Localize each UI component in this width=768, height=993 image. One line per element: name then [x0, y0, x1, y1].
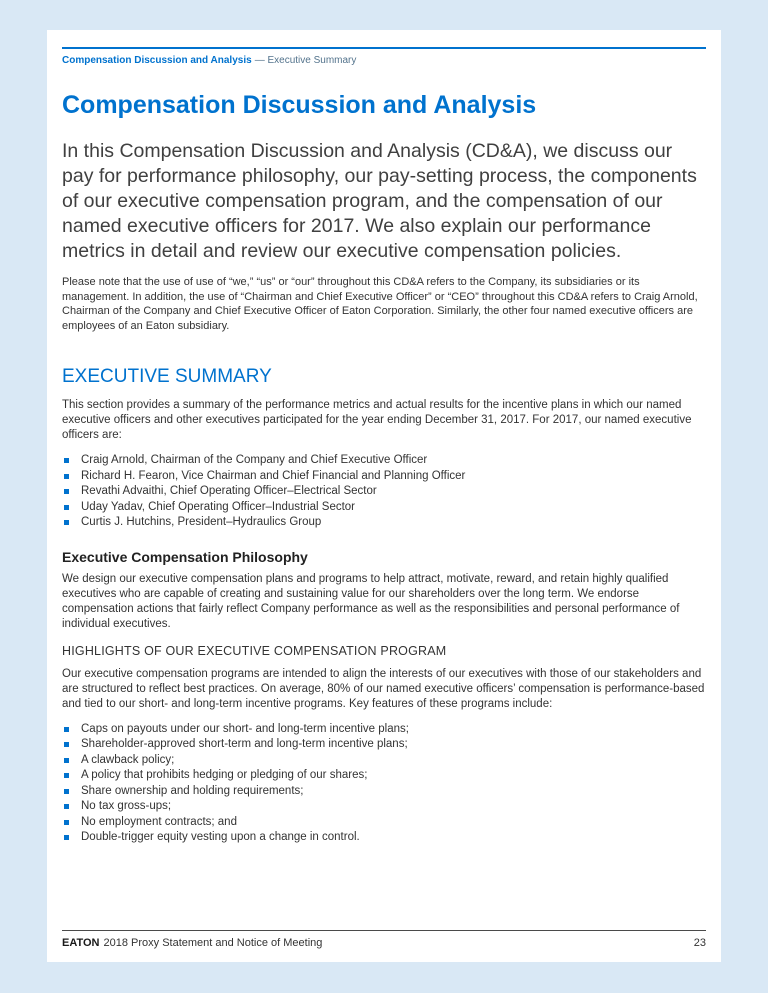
bullet-square-icon: [64, 820, 69, 825]
bullet-square-icon: [64, 835, 69, 840]
section-heading-executive-summary: EXECUTIVE SUMMARY: [62, 366, 272, 388]
bullet-square-icon: [64, 742, 69, 747]
list-item: [62, 753, 706, 769]
highlight-text: A clawback policy;: [81, 753, 175, 766]
subheading-highlights: HIGHLIGHTS OF OUR EXECUTIVE COMPENSATION PROGRAM: [62, 643, 447, 658]
officer-name: Uday Yadav, Chief Operating Officer–Industrial Sector: [81, 500, 356, 513]
philosophy-paragraph: We design our executive compensation plans and programs to help attract, motivate, reward, and retain highly qualified executives who are capable of creating and sustaining value for our shareholders over the long term. We endorse compensation actions that fairly reflect Company performance as well as the responsibilities and personal performance of individual executives.: [62, 572, 680, 630]
bullet-square-icon: [64, 758, 69, 763]
bullet-square-icon: [64, 789, 69, 794]
list-item: [62, 453, 706, 469]
header-rule: [62, 47, 706, 49]
executive-summary-paragraph: This section provides a summary of the performance metrics and actual results for the incentive plans in which our named executive officers and other executives participated for the year ending December 31, 2017. For 2017, our named executive officers are:: [62, 399, 692, 442]
list-item: [62, 484, 706, 500]
list-item: [62, 830, 706, 846]
page-number: 23: [693, 937, 706, 949]
highlights-list: [62, 722, 706, 846]
breadcrumb-subsection: — Executive Summary: [254, 55, 357, 66]
note-paragraph: Please note that the use of use of “we,” “us” or “our” throughout this CD&A refers to the Company, its subsidiaries or its management. In addition, the use of “Chairman and Chief Executive Officer” or “CEO” throughout this CD&A refers to Craig Arnold, Chairman of the Company and Chief Executive Officer of Eaton Corporation. Similarly, the other four named executive officers are employees of an Eaton subsidiary.: [62, 276, 698, 332]
bullet-square-icon: [64, 458, 69, 463]
highlight-text: Shareholder-approved short-term and long-term incentive plans;: [81, 738, 408, 751]
list-item: [62, 784, 706, 800]
footer-divider: [62, 930, 706, 931]
list-item: [62, 799, 706, 815]
highlights-paragraph: Our executive compensation programs are intended to align the interests of our executives with those of our stakeholders and are structured to reflect best practices. On average, 80% of our named executive officers’ compensation is performance-based and tied to our short- and long-term incentive programs. Key features of these programs include:: [62, 667, 705, 710]
footer-left: [62, 937, 322, 949]
bullet-square-icon: [64, 520, 69, 525]
bullet-square-icon: [64, 727, 69, 732]
list-item: [62, 815, 706, 831]
list-item: [62, 768, 706, 784]
list-item: [62, 469, 706, 485]
page-title: Compensation Discussion and Analysis: [62, 91, 537, 119]
highlight-text: Caps on payouts under our short- and long-term incentive plans;: [81, 722, 409, 735]
officer-name: Richard H. Fearon, Vice Chairman and Chief Financial and Planning Officer: [81, 469, 466, 482]
page-footer: [62, 930, 706, 949]
list-item: [62, 722, 706, 738]
subheading-compensation-philosophy: Executive Compensation Philosophy: [62, 548, 308, 565]
bullet-square-icon: [64, 474, 69, 479]
breadcrumb-section: Compensation Discussion and Analysis: [62, 55, 252, 66]
breadcrumb: [62, 54, 706, 67]
bullet-square-icon: [64, 505, 69, 510]
intro-paragraph: In this Compensation Discussion and Analysis (CD&A), we discuss our pay for performance philosophy, our pay-setting process, the components of our executive compensation program, and the compensation of our named executive officers for 2017. We also explain our performance metrics in detail and review our executive compensation policies.: [62, 140, 697, 262]
highlight-text: No employment contracts; and: [81, 815, 237, 828]
bullet-square-icon: [64, 804, 69, 809]
footer-brand: EATON: [62, 937, 100, 949]
highlight-text: Double-trigger equity vesting upon a change in control.: [81, 831, 360, 844]
content-sheet: [47, 30, 721, 962]
footer-text: 2018 Proxy Statement and Notice of Meeting: [103, 937, 323, 949]
bullet-square-icon: [64, 773, 69, 778]
list-item: [62, 500, 706, 516]
officer-name: Revathi Advaithi, Chief Operating Officer–Electrical Sector: [81, 485, 377, 498]
list-item: [62, 515, 706, 531]
list-item: [62, 737, 706, 753]
officers-list: [62, 453, 706, 531]
highlight-text: A policy that prohibits hedging or pledging of our shares;: [81, 769, 368, 782]
officer-name: Curtis J. Hutchins, President–Hydraulics Group: [81, 516, 322, 529]
highlight-text: Share ownership and holding requirements;: [81, 784, 304, 797]
bullet-square-icon: [64, 489, 69, 494]
officer-name: Craig Arnold, Chairman of the Company and Chief Executive Officer: [81, 454, 428, 467]
footer-row: [62, 937, 706, 949]
highlight-text: No tax gross-ups;: [81, 800, 172, 813]
